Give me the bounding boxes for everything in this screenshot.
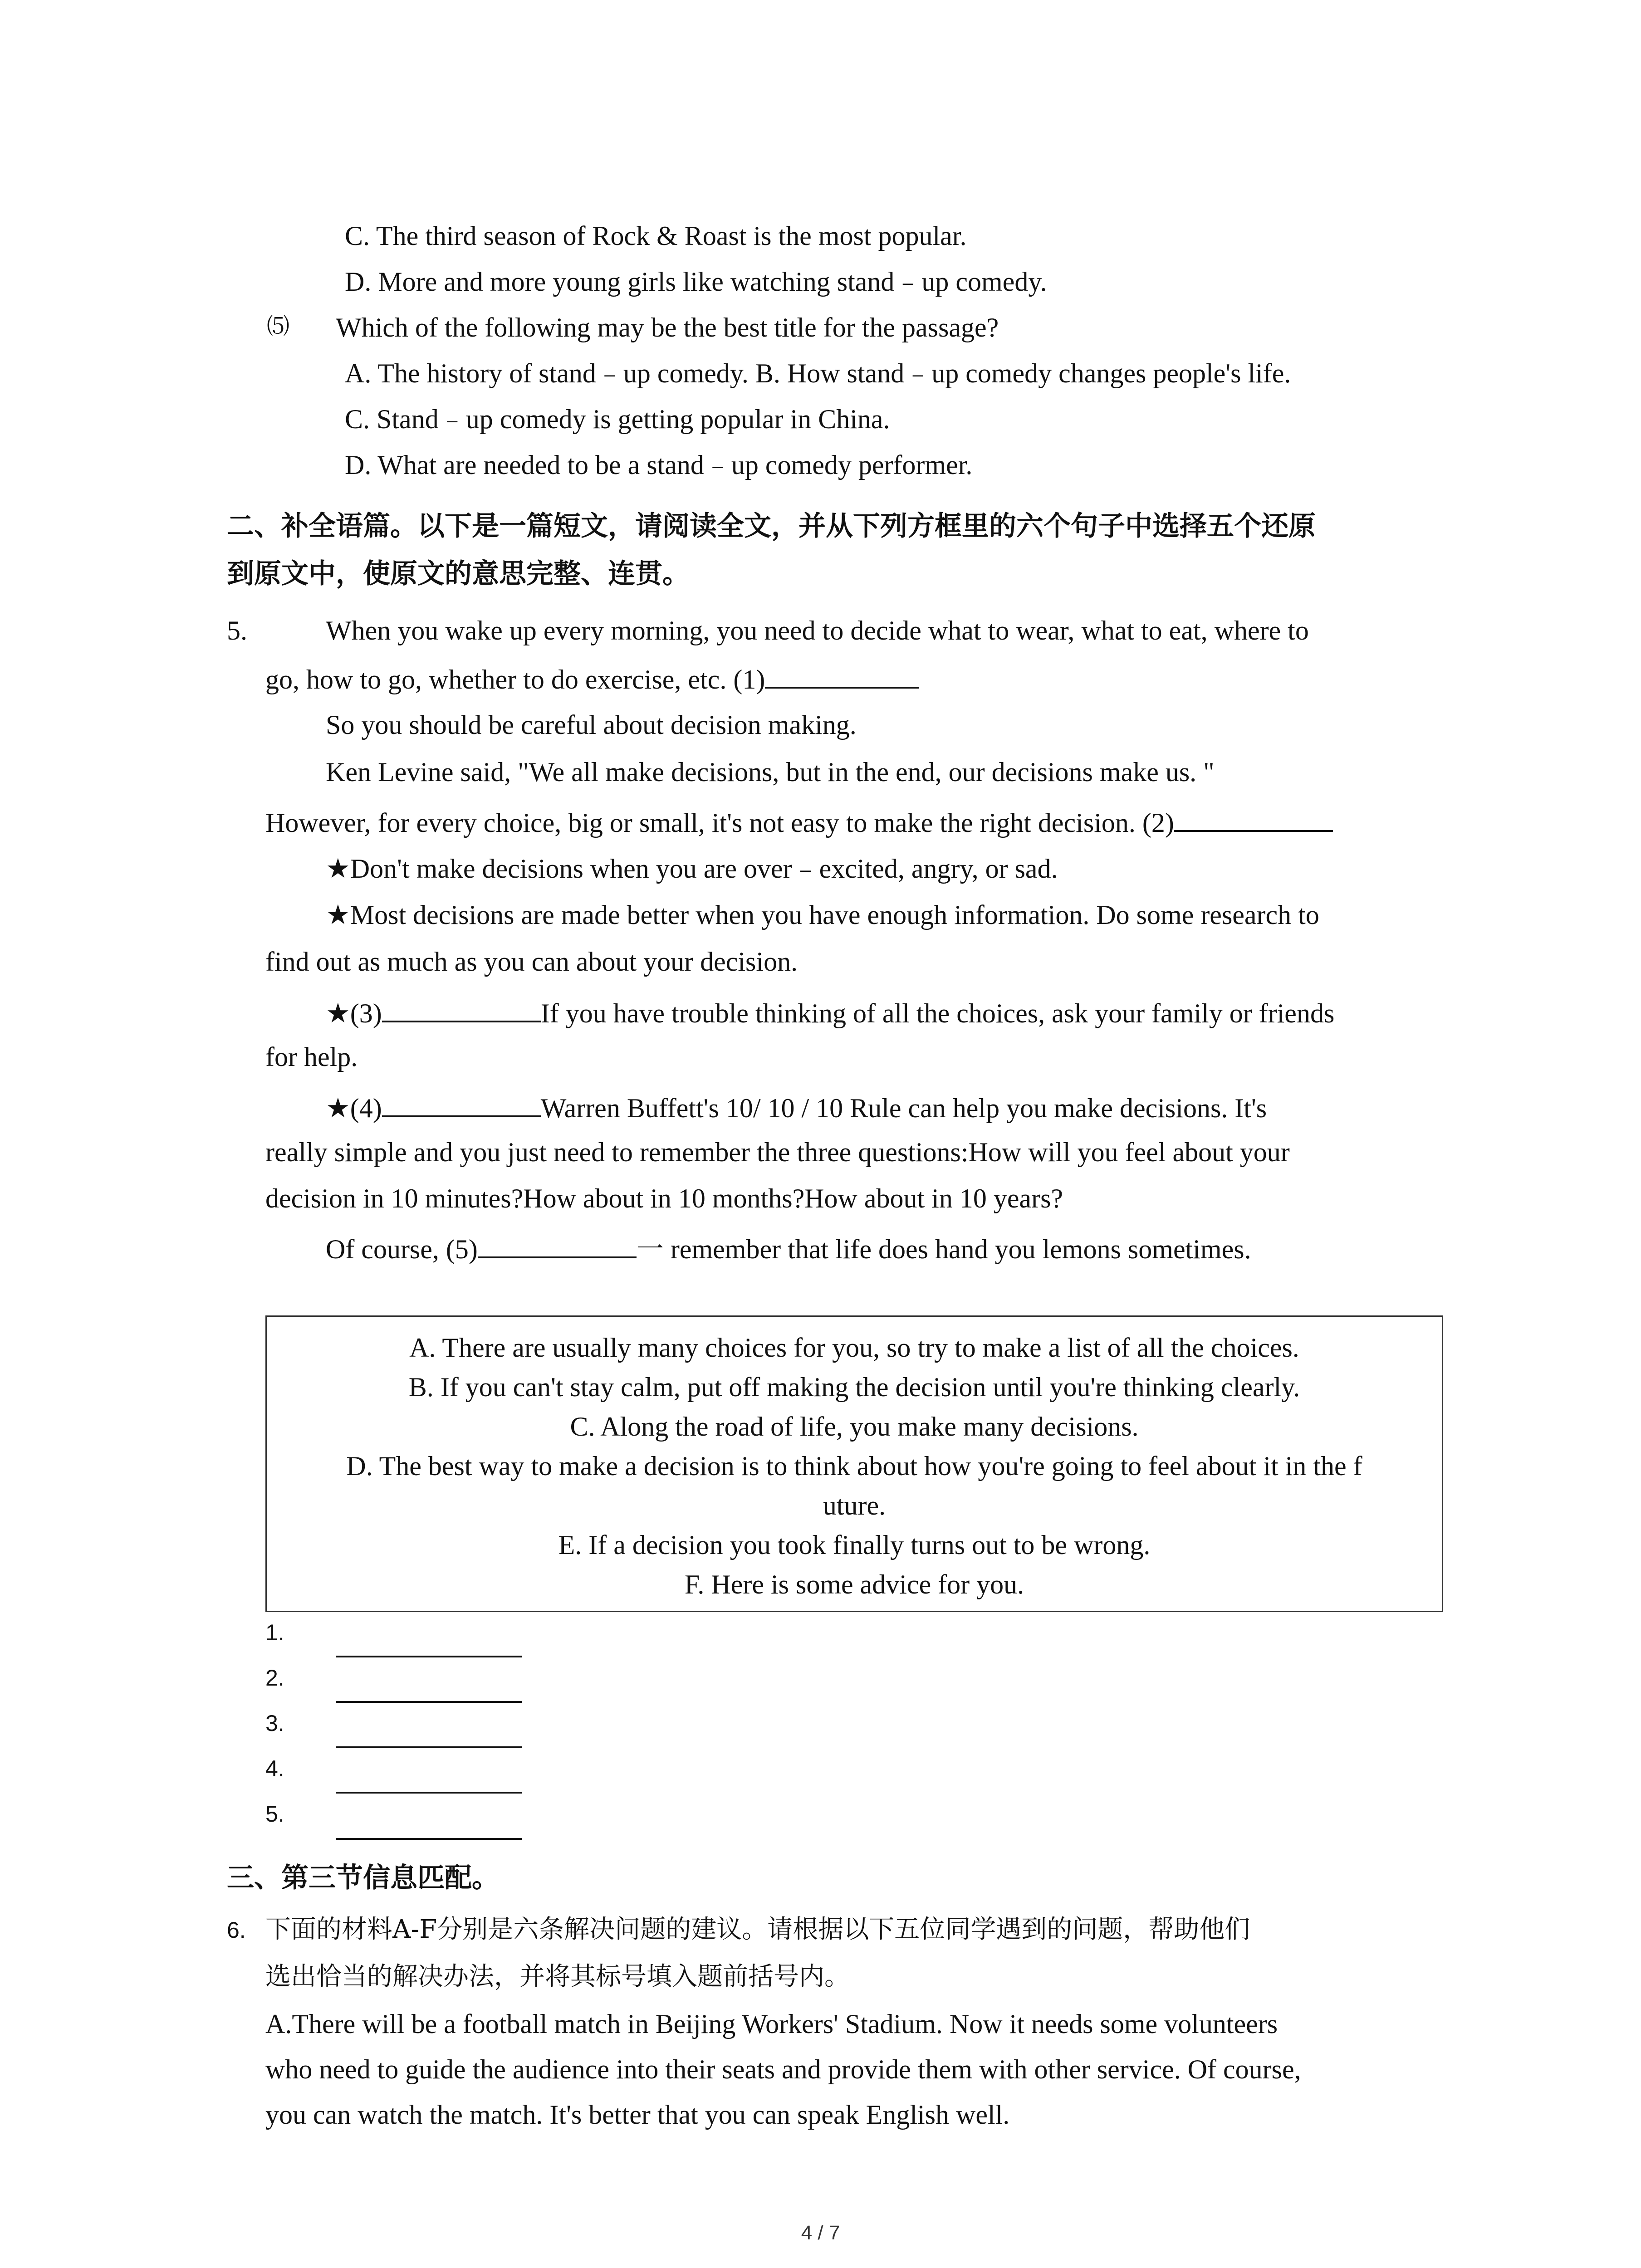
- passage-tip2-line1: ★Most decisions are made better when you have enough information. Do some research to: [326, 899, 1319, 931]
- passage-tip4-line1: ★(4) Warren Buffett's 10/ 10 / 10 Rule can help you make decisions. It's: [326, 1092, 1267, 1124]
- question6-intro-line2: 选出恰当的解决办法，并将其标号填入题前括号内。: [265, 1962, 850, 1991]
- star-icon: ★: [326, 853, 350, 885]
- passage-tip2-line2: find out as much as you can about your decision.: [265, 947, 798, 977]
- answer-number: 2.: [265, 1665, 284, 1691]
- passage-p2: So you should be careful about decision making.: [326, 710, 857, 740]
- passage-p3-line1: Ken Levine said, "We all make decisions, but in the end, our decisions make us. ": [326, 757, 1215, 787]
- section2-heading-line2: 到原文中，使原文的意思完整、连贯。: [227, 558, 690, 590]
- passage-tip3-line2: for help.: [265, 1042, 358, 1072]
- blank-2[interactable]: [1174, 807, 1333, 832]
- answer-blank-4[interactable]: [336, 1792, 522, 1794]
- page-number: 4 / 7: [801, 2222, 840, 2244]
- passage-tip4-line2: really simple and you just need to remember the three questions:How will you feel about your: [265, 1137, 1290, 1167]
- answer-number: 3.: [265, 1711, 284, 1736]
- passage-p1-line2: go, how to go, whether to do exercise, etc. (1): [265, 663, 919, 693]
- question5-number: 5.: [227, 616, 247, 645]
- q4-sub5-option-c: C. Stand﹣up comedy is getting popular in China.: [345, 404, 890, 434]
- option-a: A. There are usually many choices for you, so try to make a list of all the choices.: [409, 1333, 1299, 1363]
- option-d-wrap: uture.: [823, 1491, 886, 1520]
- option-b: B. If you can't stay calm, put off making the decision until you're thinking clearly.: [408, 1372, 1300, 1402]
- passage-p1-line1: When you wake up every morning, you need to decide what to wear, what to eat, where to: [326, 616, 1309, 645]
- option-f: F. Here is some advice for you.: [684, 1569, 1024, 1599]
- passage-p3-line2: However, for every choice, big or small, it's not easy to make the right decision. (2): [265, 807, 1333, 836]
- options-box: [265, 1315, 1443, 1612]
- star-icon: ★: [326, 997, 350, 1029]
- material-a-line1: A.There will be a football match in Beijing Workers' Stadium. Now it needs some volunteers: [265, 2009, 1278, 2039]
- question6-number: 6.: [227, 1917, 246, 1943]
- option-e: E. If a decision you took finally turns out to be wrong.: [558, 1530, 1151, 1560]
- q4-option-d: D. More and more young girls like watching stand﹣up comedy.: [345, 267, 1047, 297]
- star-icon: ★: [326, 899, 350, 931]
- blank-4[interactable]: [382, 1092, 541, 1117]
- q4-option-c: C. The third season of Rock & Roast is the most popular.: [345, 221, 967, 251]
- answer-number: 5.: [265, 1801, 284, 1827]
- passage-tip3-line1: ★(3) If you have trouble thinking of all the choices, ask your family or friends: [326, 997, 1335, 1029]
- section2-heading-line1: 二、补全语篇。以下是一篇短文，请阅读全文，并从下列方框里的六个句子中选择五个还原: [227, 510, 1316, 542]
- passage-tip4-line3: decision in 10 minutes?How about in 10 months?How about in 10 years?: [265, 1183, 1063, 1213]
- star-icon: ★: [326, 1092, 350, 1124]
- q4-sub5-question: Which of the following may be the best title for the passage?: [336, 313, 999, 342]
- blank-5[interactable]: [478, 1233, 637, 1258]
- passage-tip1: ★Don't make decisions when you are over﹣excited, angry, or sad.: [326, 853, 1058, 885]
- answer-blank-3[interactable]: [336, 1746, 522, 1748]
- answer-blank-2[interactable]: [336, 1701, 522, 1703]
- answer-number: 1.: [265, 1620, 284, 1645]
- answer-number: 4.: [265, 1756, 284, 1781]
- answer-blank-5[interactable]: [336, 1838, 522, 1840]
- material-a-line3: you can watch the match. It's better that you can speak English well.: [265, 2100, 1010, 2130]
- blank-3[interactable]: [382, 997, 541, 1022]
- q4-sub5-options-ab: A. The history of stand﹣up comedy. B. How stand﹣up comedy changes people's life.: [345, 358, 1291, 388]
- section3-heading: 三、第三节信息匹配。: [227, 1862, 499, 1894]
- answer-blank-1[interactable]: [336, 1656, 522, 1657]
- question6-intro-line1: 下面的材料A-F分别是六条解决问题的建议。请根据以下五位同学遇到的问题，帮助他们: [265, 1915, 1250, 1944]
- blank-1[interactable]: [765, 663, 919, 689]
- material-a-line2: who need to guide the audience into their seats and provide them with other service. Of course,: [265, 2054, 1301, 2084]
- option-d: D. The best way to make a decision is to think about how you're going to feel about it in the f: [346, 1451, 1362, 1481]
- q4-sub5-number: ⑸: [267, 313, 289, 339]
- q4-sub5-option-d: D. What are needed to be a stand﹣up comedy performer.: [345, 450, 973, 480]
- passage-p8: Of course, (5) 一 remember that life does hand you lemons sometimes.: [326, 1233, 1251, 1263]
- option-c: C. Along the road of life, you make many decisions.: [570, 1412, 1139, 1442]
